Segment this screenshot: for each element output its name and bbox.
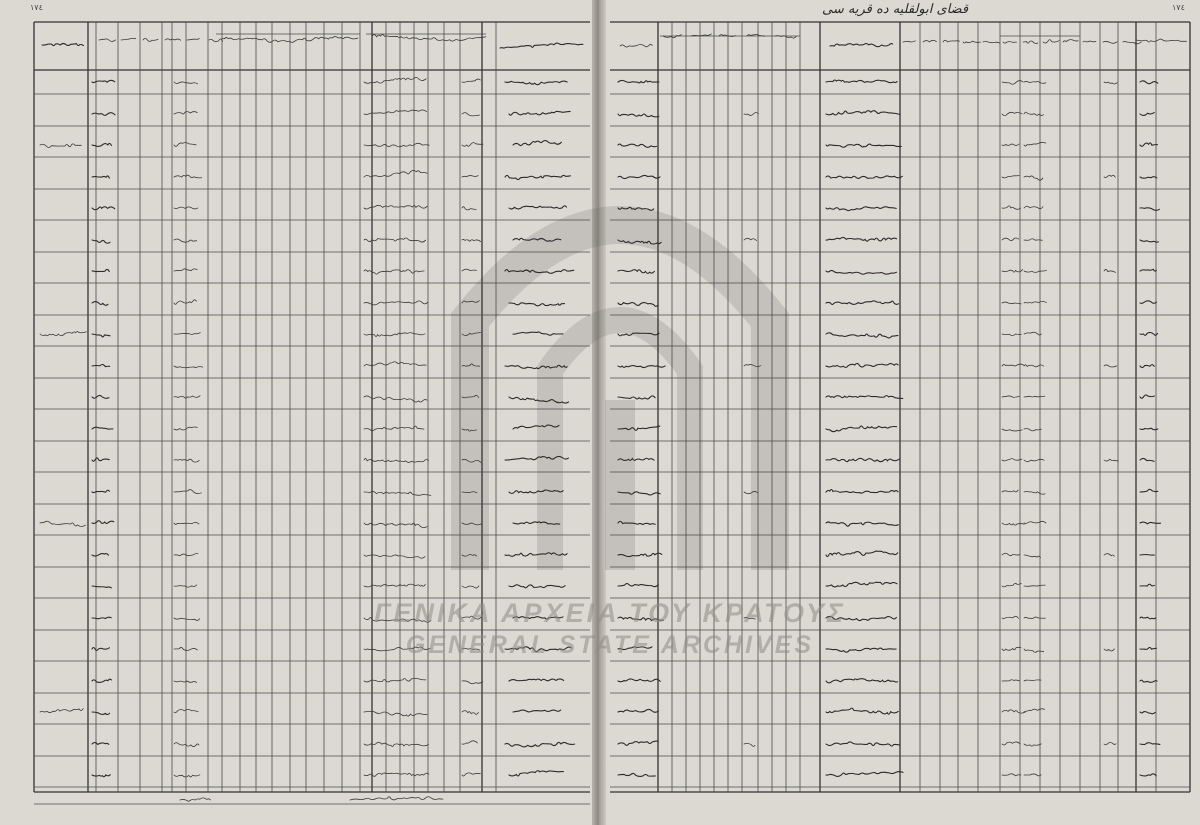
left-row-description: [505, 365, 567, 368]
left-margin-note: [40, 331, 86, 335]
right-row-value: [1024, 649, 1044, 652]
left-row-amounts: [364, 491, 431, 495]
right-row-value: [1002, 490, 1018, 492]
left-row-amounts: [364, 238, 426, 242]
right-row-number: [1140, 301, 1157, 304]
right-row-note: [618, 492, 660, 495]
right-row-value: [1024, 239, 1042, 241]
right-row-note: [618, 741, 658, 745]
left-row-value: [462, 176, 478, 177]
left-row-amounts: [364, 678, 426, 682]
left-row-number: [92, 775, 110, 777]
left-footer-total: [350, 797, 443, 800]
left-row-number: [92, 80, 115, 82]
left-row-description: [513, 238, 561, 241]
left-row-description: [509, 397, 568, 403]
right-row-mark: [1104, 554, 1114, 557]
right-row-value: [1024, 271, 1046, 273]
right-row-value: [1002, 112, 1022, 115]
left-row-amounts: [364, 301, 428, 305]
left-row-description: [509, 679, 564, 681]
left-header-script: [187, 38, 199, 40]
right-row-value: [1002, 144, 1019, 145]
right-row-note: [618, 709, 658, 712]
left-row-amounts: [364, 773, 429, 776]
left-footer-total: [180, 798, 211, 801]
right-header-script: [943, 40, 960, 42]
left-row-value: [462, 616, 481, 619]
left-row-number: [92, 364, 110, 366]
right-row-note: [618, 426, 660, 431]
left-row-number: [92, 427, 113, 429]
left-row-number: [92, 743, 109, 745]
left-row-value: [462, 773, 480, 776]
left-row-amounts: [364, 170, 427, 177]
left-row-value: [462, 523, 481, 525]
watermark-greek: ΓΕΝΙΚΑ ΑΡΧΕΙΑ ΤΟΥ ΚΡΑΤΟΥΣ: [374, 598, 846, 628]
right-row-note: [618, 175, 660, 178]
left-row-number: [92, 113, 115, 116]
left-row-number: [92, 490, 110, 492]
left-row-amounts: [364, 742, 428, 746]
right-row-note: [618, 553, 662, 556]
right-row-name: [826, 772, 903, 777]
right-row-number: [1140, 712, 1155, 714]
right-row-value: [1002, 206, 1021, 209]
left-header-script: [209, 39, 223, 42]
left-row-number: [92, 554, 108, 556]
left-row-number: [92, 240, 110, 243]
left-row-value: [174, 333, 200, 335]
left-row-amounts: [364, 618, 431, 623]
right-row-note: [618, 207, 654, 210]
right-row-name: [826, 80, 897, 83]
right-row-note: [618, 396, 655, 399]
left-row-number: [92, 395, 109, 398]
right-row-number: [1140, 208, 1159, 211]
left-row-value: [462, 301, 479, 303]
left-row-number: [92, 143, 111, 146]
left-row-value: [174, 618, 200, 620]
right-row-note: [618, 679, 660, 682]
right-row-number: [1140, 617, 1156, 619]
right-row-value: [1024, 396, 1045, 397]
right-row-number: [1140, 177, 1157, 178]
right-header-script: [620, 44, 652, 47]
left-row-number: [92, 521, 114, 524]
right-row-value: [1024, 555, 1041, 558]
right-row-number: [1140, 522, 1161, 524]
right-row-number: [1140, 743, 1160, 745]
right-row-number: [1140, 428, 1158, 430]
right-row-value: [1024, 81, 1046, 83]
left-row-description: [509, 771, 563, 776]
right-row-value: [1002, 647, 1021, 650]
left-row-number: [92, 334, 110, 337]
right-row-mark: [1104, 459, 1118, 461]
right-header-script: [1123, 41, 1141, 43]
left-row-value: [174, 366, 203, 368]
right-row-value: [1002, 742, 1020, 745]
right-row-name: [826, 742, 900, 746]
right-row-note: [618, 647, 652, 650]
right-row-value: [1024, 459, 1044, 461]
left-row-amounts: [364, 584, 425, 587]
right-row-note: [618, 144, 657, 147]
left-row-description: [505, 647, 571, 652]
left-row-value: [174, 743, 199, 747]
right-row-name: [826, 363, 898, 367]
left-row-description: [509, 303, 565, 306]
left-row-value: [174, 459, 199, 462]
right-row-number: [1140, 113, 1154, 116]
left-row-amounts: [364, 711, 427, 716]
right-row-mark: [744, 112, 758, 115]
left-row-amounts: [364, 647, 430, 651]
left-row-amounts: [364, 426, 424, 431]
right-header-script: [903, 41, 915, 42]
right-row-name: [826, 301, 898, 305]
right-row-name: [826, 708, 898, 714]
folio-number-left: ١٧٤: [30, 3, 43, 12]
right-row-number: [1140, 555, 1154, 556]
left-header-script: [143, 38, 158, 41]
right-row-value: [1024, 492, 1045, 495]
left-row-value: [462, 741, 478, 744]
right-row-value: [1002, 583, 1021, 587]
left-row-amounts: [364, 523, 427, 528]
left-row-value: [174, 300, 196, 305]
left-row-number: [92, 648, 110, 651]
right-row-value: [1024, 365, 1043, 367]
right-row-value: [1002, 429, 1022, 431]
left-row-value: [174, 490, 201, 494]
left-row-value: [174, 522, 199, 524]
right-row-value: [1024, 585, 1045, 586]
left-margin-note: [40, 709, 83, 713]
right-header-script: [1003, 42, 1016, 43]
left-row-description: [509, 585, 565, 588]
right-row-name: [826, 551, 898, 556]
left-row-description: [505, 456, 568, 460]
right-row-name: [826, 144, 901, 147]
left-header-script: [500, 43, 583, 48]
right-row-number: [1140, 774, 1156, 776]
right-row-value: [1002, 616, 1019, 618]
right-row-number: [1140, 584, 1154, 586]
right-row-name: [826, 270, 897, 274]
right-row-number: [1140, 81, 1158, 84]
right-header-script: [983, 41, 1000, 43]
right-row-name: [826, 426, 896, 432]
left-header-script: [42, 44, 83, 46]
right-row-name: [826, 207, 896, 211]
left-row-description: [505, 81, 567, 85]
left-margin-note: [40, 144, 81, 148]
right-row-value: [1002, 364, 1024, 366]
right-header-script: [1103, 41, 1117, 43]
right-row-name: [826, 648, 896, 652]
left-row-description: [513, 710, 561, 712]
right-row-mark: [744, 491, 757, 493]
right-row-name: [826, 458, 899, 461]
right-row-number: [1140, 395, 1154, 398]
left-row-amounts: [364, 110, 427, 114]
left-row-number: [92, 617, 111, 619]
left-row-value: [462, 333, 481, 336]
right-row-value: [1024, 744, 1041, 746]
left-header-script: [372, 35, 486, 42]
right-row-mark: [1104, 365, 1117, 367]
right-row-mark: [1104, 742, 1116, 744]
right-row-value: [1002, 270, 1023, 273]
right-row-value: [1024, 332, 1041, 335]
right-row-name: [826, 237, 897, 241]
left-row-number: [92, 269, 109, 271]
right-row-value: [1002, 680, 1019, 681]
left-row-number: [92, 302, 108, 306]
left-row-value: [174, 681, 197, 683]
right-header-script: [1023, 41, 1038, 44]
right-row-value: [1002, 396, 1019, 397]
left-row-value: [462, 648, 479, 650]
right-row-note: [618, 458, 654, 460]
right-row-value: [1002, 553, 1020, 555]
right-row-value: [1024, 521, 1046, 523]
right-row-number: [1140, 269, 1156, 271]
right-row-value: [1002, 334, 1021, 336]
left-row-description: [505, 175, 570, 179]
right-row-value: [1002, 710, 1025, 713]
right-row-value: [1024, 142, 1046, 146]
left-row-value: [174, 143, 196, 147]
right-row-value: [1024, 112, 1044, 115]
right-row-mark: [1104, 175, 1115, 177]
left-row-number: [92, 207, 115, 210]
left-row-value: [174, 585, 197, 587]
left-row-value: [462, 79, 480, 82]
right-row-name: [826, 489, 898, 493]
left-row-value: [462, 429, 477, 431]
right-row-mark: [744, 743, 755, 746]
right-row-number: [1140, 647, 1156, 649]
left-row-value: [462, 143, 483, 147]
right-header-script: [691, 34, 711, 36]
right-row-name: [826, 396, 903, 399]
right-row-note: [618, 80, 659, 82]
left-header-script: [99, 39, 116, 42]
right-row-value: [1002, 176, 1019, 178]
right-row-note: [618, 333, 659, 336]
left-row-amounts: [364, 143, 429, 147]
right-row-value: [1002, 774, 1021, 776]
left-row-value: [462, 555, 477, 557]
page-header: قضای ابولقلیه ده قریه سی: [822, 2, 969, 17]
left-row-amounts: [364, 77, 426, 83]
right-row-name: [826, 111, 900, 115]
right-row-value: [1024, 617, 1045, 618]
right-row-name: [826, 679, 898, 683]
left-row-value: [462, 395, 479, 397]
right-row-note: [618, 114, 659, 117]
right-header-script: [1063, 40, 1078, 42]
left-row-value: [174, 775, 200, 777]
left-row-amounts: [364, 362, 426, 366]
left-row-value: [174, 396, 200, 399]
left-row-amounts: [364, 396, 427, 402]
right-row-name: [826, 176, 902, 178]
left-row-description: [513, 425, 559, 429]
left-row-description: [513, 332, 563, 335]
right-row-name: [826, 333, 898, 338]
right-row-number: [1140, 365, 1154, 368]
left-row-amounts: [364, 270, 424, 274]
right-row-value: [1024, 680, 1041, 681]
left-header-script: [121, 38, 136, 40]
left-row-value: [462, 113, 480, 116]
left-row-number: [92, 712, 110, 715]
right-row-number: [1140, 489, 1158, 492]
left-row-description: [505, 270, 574, 274]
right-row-note: [618, 270, 654, 274]
right-row-number: [1140, 458, 1154, 461]
left-row-description: [513, 522, 560, 525]
left-row-description: [509, 206, 566, 209]
left-row-description: [513, 141, 561, 146]
right-row-number: [1140, 332, 1158, 335]
right-row-value: [1024, 301, 1046, 303]
left-row-number: [92, 679, 112, 682]
left-row-value: [174, 175, 202, 178]
left-row-value: [462, 239, 481, 241]
right-header-script: [830, 44, 893, 47]
right-header-script: [1083, 41, 1096, 42]
left-header-script: [165, 39, 181, 40]
left-row-value: [462, 681, 483, 684]
right-row-value: [1002, 459, 1022, 461]
watermark-english: GENERAL STATE ARCHIVES: [405, 631, 815, 659]
right-row-mark: [1104, 649, 1114, 651]
right-row-name: [826, 616, 896, 620]
right-header-script: [1136, 39, 1187, 42]
right-row-number: [1140, 143, 1158, 146]
folio-number-right: ١٧٤: [1172, 3, 1185, 12]
left-row-description: [509, 111, 570, 115]
right-row-note: [618, 303, 658, 307]
right-row-mark: [744, 618, 755, 620]
left-row-value: [462, 459, 481, 462]
right-row-mark: [1104, 269, 1116, 272]
right-row-value: [1024, 429, 1041, 431]
right-header-script: [1043, 40, 1059, 43]
right-row-note: [618, 584, 658, 587]
left-row-amounts: [364, 205, 427, 209]
left-row-number: [92, 586, 111, 588]
right-row-name: [826, 522, 898, 526]
right-row-value: [1002, 238, 1019, 241]
left-row-value: [174, 269, 197, 271]
left-row-value: [462, 207, 476, 210]
right-row-note: [618, 521, 655, 524]
left-row-amounts: [364, 333, 425, 337]
right-header-script: [923, 40, 936, 42]
left-row-number: [92, 176, 109, 178]
left-row-value: [462, 364, 480, 366]
left-row-number: [92, 458, 109, 461]
right-row-mark: [744, 238, 757, 240]
left-row-amounts: [364, 555, 425, 558]
right-row-value: [1024, 774, 1041, 776]
left-row-value: [462, 492, 477, 493]
left-row-value: [462, 711, 478, 715]
right-row-value: [1002, 302, 1021, 304]
left-row-value: [462, 269, 476, 271]
right-row-number: [1140, 680, 1157, 682]
left-row-amounts: [364, 458, 429, 462]
right-row-mark: [1104, 82, 1117, 84]
left-row-description: [505, 742, 575, 746]
right-row-value: [1024, 709, 1045, 712]
left-margin-note: [40, 521, 86, 526]
left-row-description: [505, 553, 567, 557]
right-row-note: [618, 240, 661, 244]
left-row-value: [174, 239, 197, 242]
right-row-note: [618, 617, 663, 620]
left-row-value: [462, 586, 479, 588]
right-row-name: [826, 582, 897, 587]
left-row-description: [513, 617, 563, 619]
right-row-note: [618, 773, 655, 776]
left-row-description: [509, 490, 563, 494]
right-row-value: [1002, 523, 1024, 525]
